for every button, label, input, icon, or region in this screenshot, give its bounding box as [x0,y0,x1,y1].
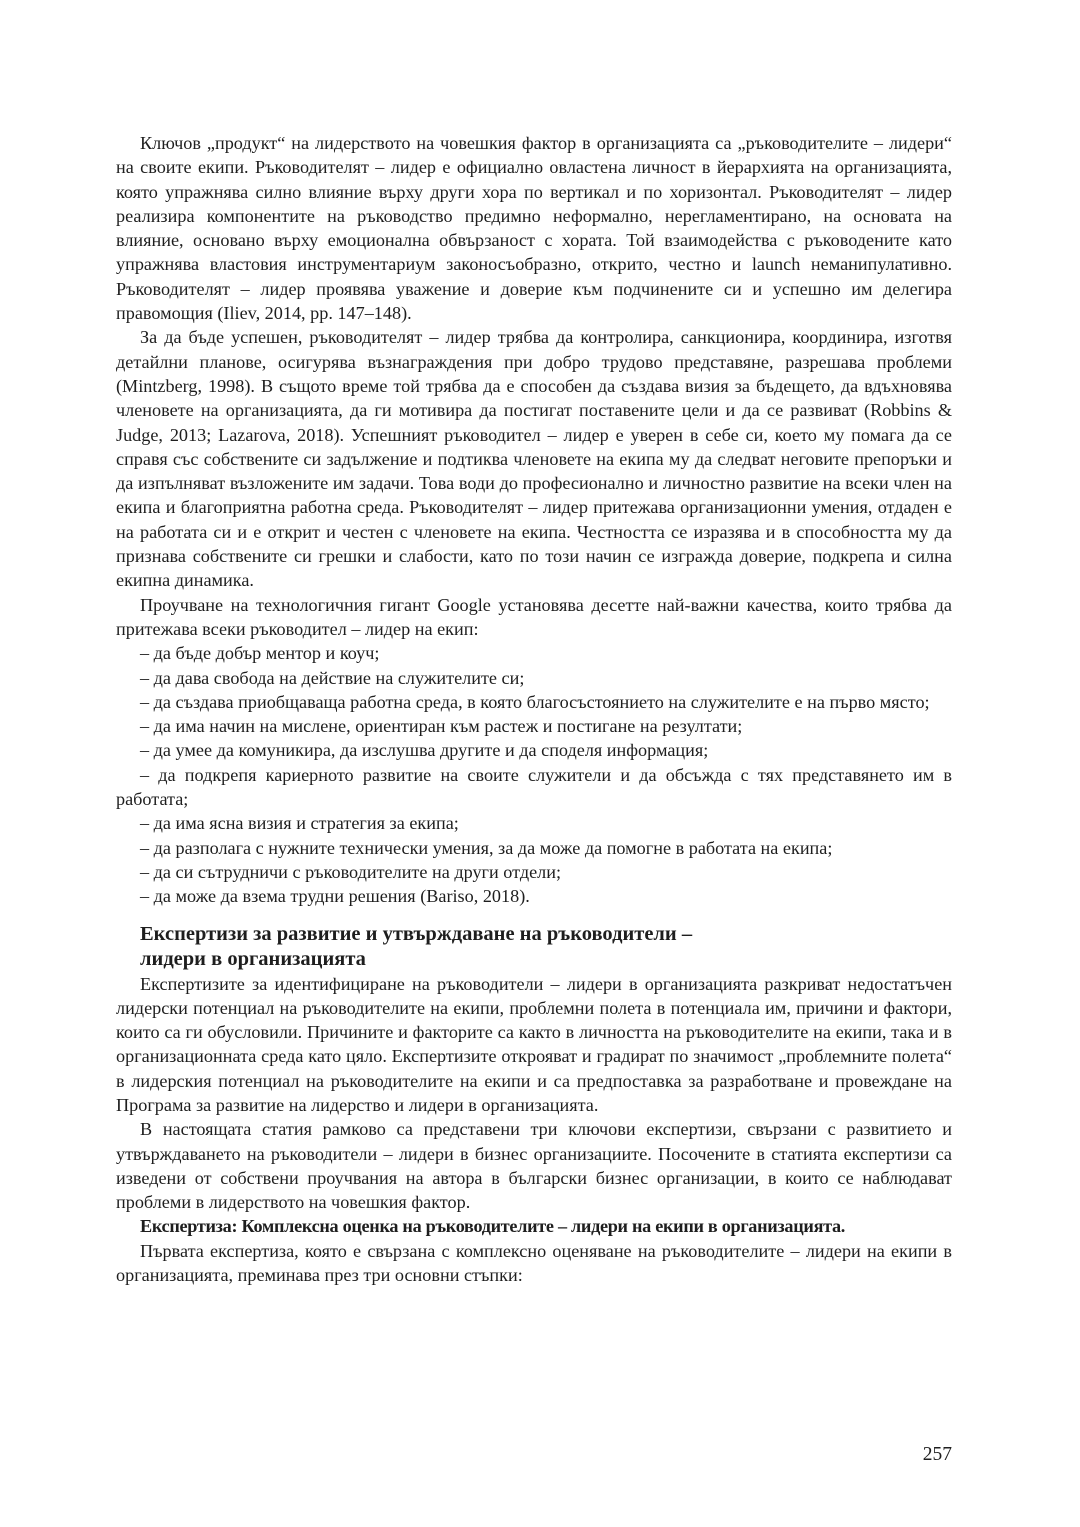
paragraph-key-product: Ключов „продукт“ на лидерството на човешкия фактор в организацията са „ръководителите – лидери“ на своите екипи. Ръководителят – лидер е официално овластена личност в йерархията на организацията, която упражнява силно влияние върху други хора по вертикал и по хоризонтал. Ръководителят – лидер реализира компонентите на ръководство предимно неформално, нерегламентирано, на основата на влияние, основано върху емоционална обвързаност с хората. Той взаимодейства с ръководените като упражнява властовия инструментариум законосъобразно, открито, честно и launch неманипулативно. Ръководителят – лидер проявява уважение и доверие към подчинените си и успешно им делегира правомощия (Iliev, 2014, pp. 147–148). [116,133,952,324]
paragraph-expertise-intro: Експертизите за идентифициране на ръководители – лидери в организацията разкриват недостатъчен лидерски потенциал на ръководителите на екипи, проблемни полета в потенциала им, причини и фактори, които са ги обусловили. Причините и факторите са както в личността на ръководителите на екипи, така и в организационната среда като цяло. Експертизите открояват и градират по значимост „проблемните полета“ в лидерския потенциал на ръководителите на екипи и са предпоставка за разработване и провеждане на Програма за развитие на лидерство и лидери в организацията. [116,973,952,1115]
list-item: – да има ясна визия и стратегия за екипа; [140,813,459,834]
section-heading-line1: Експертизи за развитие и утвърждаване на ръководители – [140,922,693,945]
list-item: – да разполага с нужните технически умения, за да може да помогне в работата на екипа; [140,837,833,858]
list-item: – да създава приобщаваща работна среда, в която благосъстоянието на служителите е на първо място; [140,691,930,712]
list-item: – да си сътрудничи с ръководителите на други отдели; [140,861,562,882]
paragraph-successful-leader: За да бъде успешен, ръководителят – лидер трябва да контролира, санкционира, координира, изготвя детайлни планове, осигурява възнаграждения при добро трудово представяне, разрешава проблеми (Mintzberg, 1998). В същото време той трябва да е способен да създава визия за бъдещето, да вдъхновява членовете на организацията, да ги мотивира да постигат поставените цели и да се развиват (Robbins & Judge, 2013; Lazarova, 2018). Успешният ръководител – лидер е уверен в себе си, което му помага да се справя със собствените си задължение и подтиква членовете на екипа му да следват неговите препоръки и да изпълняват възложените им задачи. Това води до професионално и личностно развитие на всеки член на екипа и благоприятна работна среда. Ръководителят – лидер притежава организационни умения, отдаден е на работата си и е открит и честен с членовете на екипа. Честността се изразява и в способността му да признава собствените си грешки и слабости, като по този начин се изгражда доверие, подкрепа и силна екипна динамика. [116,327,952,591]
paragraph-google-study: Проучване на технологичния гигант Google установява десетте най-важни качества, които трябва да притежава всеки ръководител – лидер на екип: [116,594,952,639]
list-item: – да умее да комуникира, да изслушва другите и да споделя информация; [140,740,709,761]
paragraph-three-expertises: В настоящата статия рамково са представени три ключови експертизи, свързани с развитието и утвърждаването на ръководители – лидери в бизнес организациите. Посочените в статията експертизи са изведени от собствени проучвания на автора в български бизнес организации, в които се наблюдават проблеми в лидерството на човешкия фактор. [116,1119,952,1213]
qualities-list [116,641,952,908]
page-number: 257 [922,1444,952,1465]
subheading-complex-assessment: Експертиза: Комплексна оценка на ръководителите – лидери на екипи в организацията. [140,1216,846,1237]
paragraph-first-expertise: Първата експертиза, която е свързана с комплексно оценяване на ръководителите – лидери на екипи в организацията, преминава през три основни стъпки: [116,1240,952,1286]
list-item: – да има начин на мислене, ориентиран към растеж и постигане на резултати; [140,716,743,737]
document-page [116,131,952,1287]
list-item: – да дава свобода на действие на служителите си; [140,667,525,688]
section-heading-line2: лидери в организацията [140,947,366,970]
list-item: – да подкрепя кариерното развитие на своите служители и да обсъжда с тях представянето им в работата; [116,764,952,810]
list-item: – да бъде добър ментор и коуч; [140,643,380,664]
section-heading [116,922,952,972]
list-item: – да може да взема трудни решения (Bariso, 2018). [140,886,530,907]
